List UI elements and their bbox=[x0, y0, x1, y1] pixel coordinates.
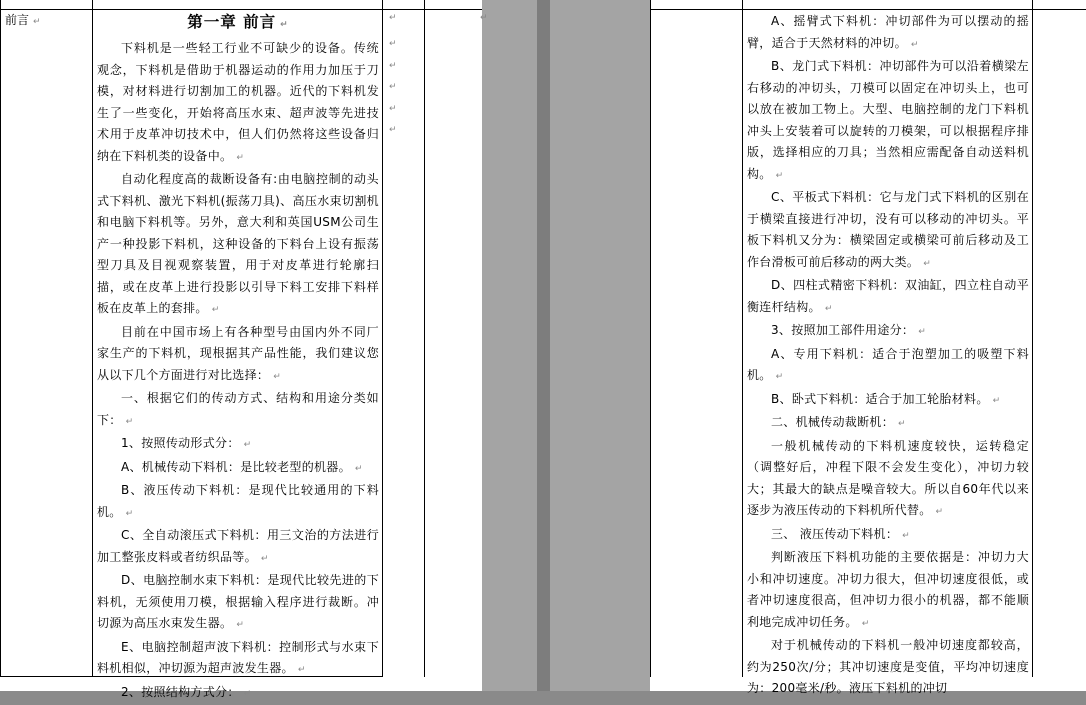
paragraph: A、摇臂式下料机：冲切部件为可以摆动的摇臂，适合于天然材料的冲切。 ↵ bbox=[747, 11, 1029, 56]
paragraph: A、机械传动下料机：是比较老型的机器。 ↵ bbox=[97, 457, 379, 481]
paragraph: 对于机械传动的下料机一般冲切速度都较高，约为250次/分；其冲切速度是变值，平均冲切速度为：200毫米/秒。液压下料机的冲切 bbox=[747, 635, 1029, 700]
paragraph: B、卧式下料机：适合于加工轮胎材料。 ↵ bbox=[747, 389, 1029, 413]
row-end-mark: ↵ bbox=[480, 8, 488, 30]
table-column-divider-2 bbox=[382, 0, 383, 677]
table-border-left bbox=[650, 0, 651, 677]
chapter-title: 第一章 前言 ↵ bbox=[97, 10, 379, 37]
right-cell-marks bbox=[389, 34, 397, 142]
document-page-1 bbox=[0, 0, 482, 691]
page-gap-right bbox=[550, 0, 650, 691]
paragraph: C、全自动滚压式下料机：用三文治的方法进行加工整张皮料或者纺织品等。 ↵ bbox=[97, 525, 379, 570]
table-column-divider-2 bbox=[1032, 0, 1033, 677]
paragraph: 下料机是一些轻工行业不可缺少的设备。传统观念，下料机是借助于机器运动的作用力加压于刀模，对材料进行切割加工的机器。近代的下料机发生了一些变化，开始将高压水束、超声波等先进技术用于皮革冲切技术中，但人们仍然将这些设备归纳在下料机类的设备中。 ↵ bbox=[97, 38, 379, 169]
paragraph: B、龙门式下料机：冲切部件为可以沿着横梁左右移动的冲切头，刀模可以固定在冲切头上，也可以放在被加工物上。大型、电脑控制的龙门下料机冲头上安装着可以旋转的刀模架，可以根据程序排版，选择相应的刀具；当然相应需配备自动送料机构。 ↵ bbox=[747, 56, 1029, 187]
paragraph: A、专用下料机：适合于泡塑加工的吸塑下料机。 ↵ bbox=[747, 344, 1029, 389]
table-column-divider-1 bbox=[92, 0, 93, 677]
paragraph: D、四柱式精密下料机：双油缸，四立柱自动平衡连杆结构。 ↵ bbox=[747, 275, 1029, 320]
paragraph: C、平板式下料机：它与龙门式下料机的区别在于横梁直接进行冲切，没有可以移动的冲切头。平板下料机又分为：横梁固定或横梁可前后移动及工作台滑板可前后移动的两大类。 ↵ bbox=[747, 187, 1029, 275]
right-cell-top-mark: ↵ bbox=[389, 8, 397, 30]
paragraph-mark: ↵ bbox=[389, 56, 397, 78]
paragraph: 判断液压下料机功能的主要依据是：冲切力大小和冲切速度。冲切力很大，但冲切速度很低，或者冲切速度很高，但冲切力很小的机器，都不能顺利地完成冲切任务。 ↵ bbox=[747, 547, 1029, 635]
paragraph: 3、按照加工部件用途分： ↵ bbox=[747, 320, 1029, 344]
paragraph-mark: ↵ bbox=[33, 17, 41, 27]
paragraph-mark: ↵ bbox=[389, 34, 397, 56]
paragraph-mark: ↵ bbox=[389, 120, 397, 142]
paragraph: B、液压传动下料机：是现代比较通用的下料机。 ↵ bbox=[97, 480, 379, 525]
paragraph-mark: ↵ bbox=[389, 99, 397, 121]
table-border-right bbox=[424, 0, 425, 677]
paragraph: 1、按照传动形式分： ↵ bbox=[97, 433, 379, 457]
paragraph: D、电脑控制水束下料机：是现代比较先进的下料机，无须使用刀模，根据输入程序进行裁断。冲切源为高压水束发生器。 ↵ bbox=[97, 570, 379, 637]
paragraph: 目前在中国市场上有各种型号由国内外不同厂家生产的下料机，现根据其产品性能，我们建议您从以下几个方面进行对比选择： ↵ bbox=[97, 322, 379, 389]
table-top-border bbox=[650, 9, 1086, 10]
paragraph-mark: ↵ bbox=[389, 77, 397, 99]
paragraph: 2、按照结构方式分： ↵ bbox=[97, 682, 379, 705]
document-page-2 bbox=[650, 0, 1086, 691]
table-column-divider-1 bbox=[742, 0, 743, 677]
paragraph: 三、 液压传动下料机： ↵ bbox=[747, 524, 1029, 548]
page-gap-divider bbox=[537, 0, 550, 691]
paragraph: 二、机械传动裁断机： ↵ bbox=[747, 412, 1029, 436]
main-text-cell bbox=[747, 11, 1029, 700]
section-label-cell bbox=[5, 10, 41, 32]
main-text-cell bbox=[97, 10, 379, 705]
paragraph: 一、根据它们的传动方式、结构和用途分类如下： ↵ bbox=[97, 388, 379, 433]
page-gap-left bbox=[482, 0, 537, 691]
paragraph: 自动化程度高的裁断设备有:由电脑控制的动头式下料机、激光下料机(振荡刀具)、高压水束切割机和电脑下料机等。另外，意大利和英国USM公司生产一种投影下料机，这种设备的下料台上设有振荡型刀具及目视观察装置，用于对皮革进行轮廓扫描，或在皮革上进行投影以引导下料工安排下料样板在皮革上的套排。 ↵ bbox=[97, 169, 379, 322]
table-border-left bbox=[0, 0, 1, 677]
paragraph: 一般机械传动的下料机速度较快，运转稳定（调整好后，冲程下限不会发生变化），冲切力较大；其最大的缺点是噪音较大。所以自60年代以来逐步为液压传动的下料机所代替。 ↵ bbox=[747, 436, 1029, 524]
paragraph: E、电脑控制超声波下料机：控制形式与水束下料机相似，冲切源为超声波发生器。 ↵ bbox=[97, 637, 379, 682]
section-label: 前言 bbox=[5, 13, 29, 27]
